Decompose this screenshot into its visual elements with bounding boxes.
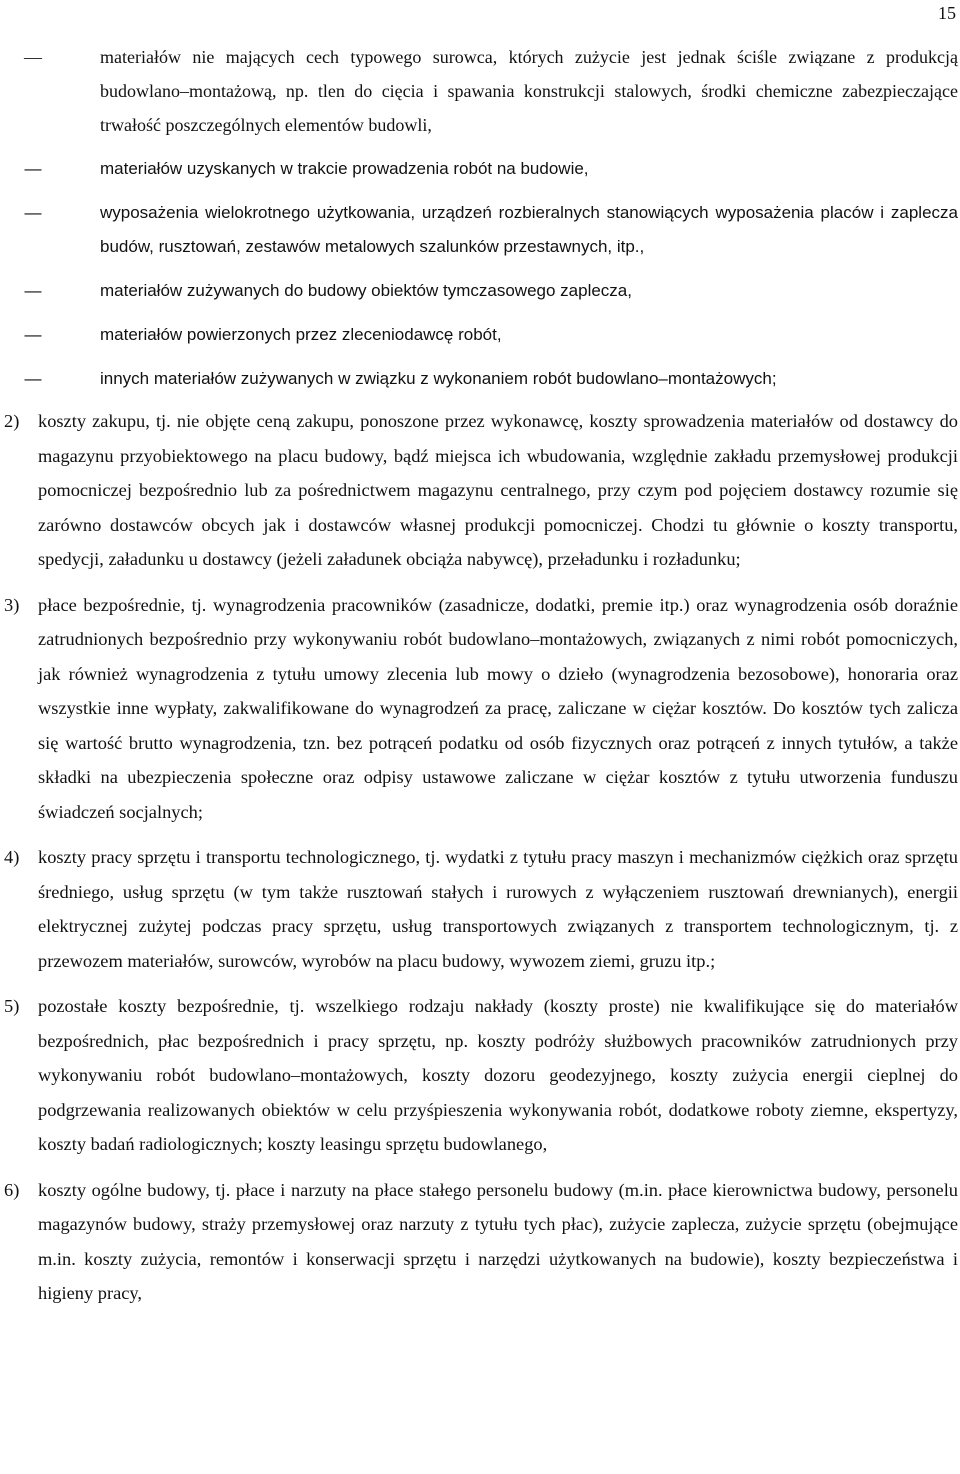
dash-list-item — [0, 152, 958, 186]
dash-list-item — [0, 318, 958, 352]
document-body — [0, 40, 958, 1311]
numbered-list-item — [0, 588, 958, 830]
item-number: 3) — [4, 594, 20, 615]
dash-bullet: — — [24, 47, 42, 67]
dash-item-text: materiałów uzyskanych w trakcie prowadzenia robót na budowie, — [100, 159, 589, 178]
item-number: 5) — [4, 996, 20, 1016]
dash-bullet: — — [24, 369, 42, 388]
item-text: koszty ogólne budowy, tj. płace i narzuty na płace stałego personelu budowy (m.in. płace kierownictwa budowy, personelu magazynów budowy, straży przemysłowej oraz narzuty z tytułu tych płac), zużycie zaplecza, zużycie sprzętu (obejmujące m.in. koszty zużycia, remontów i konserwacji sprzętu i narzędzi użytkowanych na budowie), koszty bezpieczeństwa i higieny pracy, — [38, 1179, 958, 1303]
item-text: koszty pracy sprzętu i transportu technologicznego, tj. wydatki z tytułu pracy maszyn i mechanizmów ciężkich oraz sprzętu średniego, usług sprzętu (w tym także rusztowań stałych i rurowych z wyłączeniem rusztowań drewnianych), energii elektrycznej zużytej podczas pracy sprzętu, usług transportowych związanych z transportem technologicznym, tj. z przewozem materiałów, surowców, wyrobów na placu budowy, wywozem ziemi, gruzu itp.; — [38, 847, 958, 971]
numbered-list-item — [0, 840, 958, 978]
dash-item-text: materiałów nie mających cech typowego surowca, których zużycie jest jednak ściśle związane z produkcją budowlano–montażową, np. tlen do cięcia i spawania konstrukcji stalowych, środki chemiczne zabezpieczające trwałość poszczególnych elementów budowli, — [100, 47, 958, 135]
dash-bullet: — — [24, 159, 42, 178]
numbered-list-item — [0, 1173, 958, 1311]
page-number: 15 — [938, 3, 956, 23]
item-number: 6) — [4, 1179, 20, 1200]
dash-bullet: — — [24, 325, 42, 344]
numbered-list-item — [0, 989, 958, 1162]
numbered-list-item — [0, 404, 958, 577]
item-text: pozostałe koszty bezpośrednie, tj. wszelkiego rodzaju nakłady (koszty proste) nie kwalifikujące się do materiałów bezpośrednich, płac bezpośrednich i pracy sprzętu, np. koszty podróży służbowych pracowników zatrudnionych przy wykonywaniu robót budowlano–montażowych, koszty dozoru geodezyjnego, koszty zużycia energii cieplnej do podgrzewania realizowanych obiektów w celu przyśpieszenia wykonywania robót, dodatkowe roboty ziemne, ekspertyzy, koszty badań radiologicznych; koszty leasingu sprzętu budowlanego, — [38, 996, 958, 1154]
dash-list-item — [0, 40, 958, 142]
item-text: płace bezpośrednie, tj. wynagrodzenia pracowników (zasadnicze, dodatki, premie itp.) oraz wynagrodzenia osób doraźnie zatrudnionych bezpośrednio przy wykonywaniu robót budowlano–montażowych, związanych z nimi robót pomocniczych, jak również wynagrodzenia z tytułu umowy zlecenia lub mowy o dzieło (wynagrodzenia bezosobowe), honoraria oraz wszystkie inne wypłaty, zakwalifikowane do wynagrodzeń za pracę, zaliczane w ciężar kosztów. Do kosztów tych zalicza się wartość brutto wynagrodzenia, tzn. bez potrąceń podatku od osób fizycznych oraz potrąceń z innych tytułów, a także składki na ubezpieczenia społeczne oraz odpisy ustawowe zaliczane w ciężar kosztów z tytułu utworzenia funduszu świadczeń socjalnych; — [38, 594, 958, 822]
dash-item-text: materiałów powierzonych przez zleceniodawcę robót, — [100, 325, 502, 344]
item-number: 4) — [4, 847, 20, 867]
dash-item-text: materiałów zużywanych do budowy obiektów tymczasowego zaplecza, — [100, 281, 632, 300]
dash-list-item — [0, 274, 958, 308]
item-number: 2) — [4, 411, 20, 431]
dash-bullet: — — [24, 203, 42, 222]
dash-list-item — [0, 362, 958, 396]
dash-item-text: wyposażenia wielokrotnego użytkowania, urządzeń rozbieralnych stanowiących wyposażenia placów i zaplecza budów, rusztowań, zestawów metalowych szalunków przestawnych, itp., — [100, 203, 958, 256]
item-text: koszty zakupu, tj. nie objęte ceną zakupu, ponoszone przez wykonawcę, koszty sprowadzenia materiałów od dostawcy do magazynu przyobiektowego na placu budowy, bądź miejsca ich wbudowania, względnie zakładu przemysłowej produkcji pomocniczej bezpośrednio lub za pośrednictwem magazynu centralnego, przy czym pod pojęciem dostawcy rozumie się zarówno dostawców obcych jak i dostawców własnej produkcji pomocniczej. Chodzi tu głównie o koszty transportu, spedycji, załadunku u dostawcy (jeżeli załadunek obciąża nabywcę), przeładunku i rozładunku; — [38, 411, 958, 569]
dash-bullet: — — [24, 281, 42, 300]
dash-list-item — [0, 196, 958, 264]
dash-item-text: innych materiałów zużywanych w związku z wykonaniem robót budowlano–montażowych; — [100, 369, 777, 388]
